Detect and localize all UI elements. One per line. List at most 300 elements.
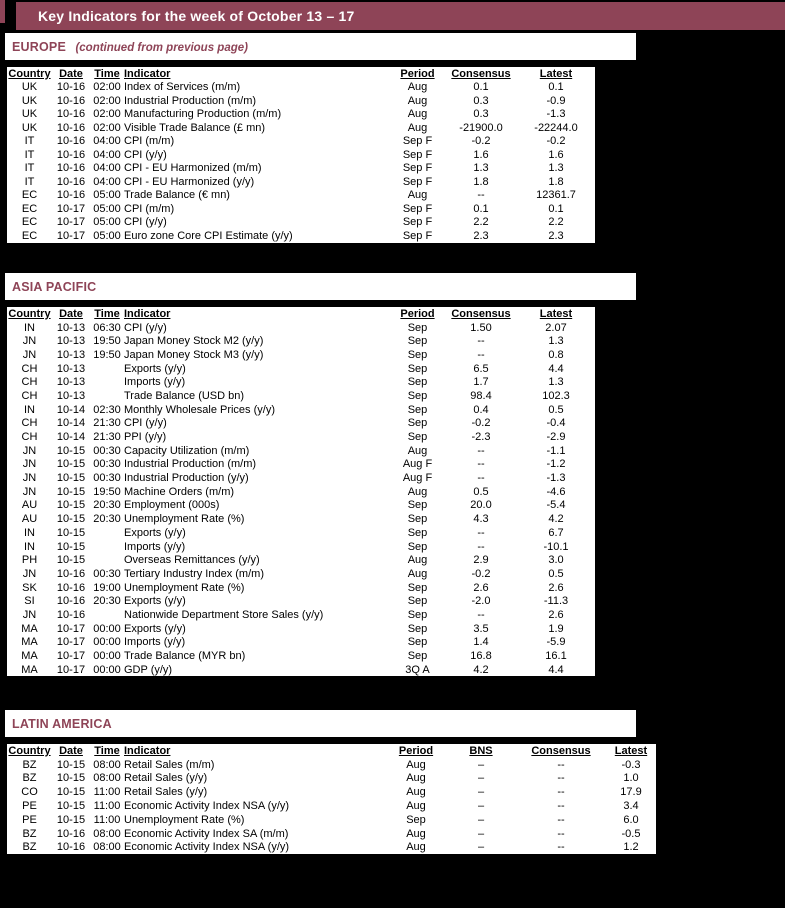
table-row [7, 458, 595, 472]
table-cell: Unemployment Rate (%) [124, 581, 245, 594]
table-cell: 0.5 [548, 567, 564, 580]
table-cell: JN [22, 608, 37, 621]
table-cell: 0.5 [473, 485, 489, 498]
table-cell: 00:30 [93, 444, 121, 457]
table-cell: Sep [406, 813, 426, 826]
table-cell: Trade Balance (€ mn) [124, 189, 230, 202]
table-cell: 10-16 [56, 567, 86, 580]
table-cell: Sep [407, 526, 428, 539]
table-cell: JN [22, 567, 37, 580]
table-cell: 4.2 [473, 663, 489, 676]
table-cell: 16.1 [545, 650, 567, 663]
table-cell: 10-15 [56, 786, 86, 799]
table-row [7, 553, 595, 567]
section-title-latin-america: LATIN AMERICA [12, 717, 112, 731]
table-cell: 1.3 [473, 162, 489, 175]
table-cell: 10-14 [56, 431, 86, 444]
table-row [7, 608, 595, 622]
table-cell: Industrial Production (m/m) [124, 94, 257, 107]
table-cell: -- [477, 444, 485, 457]
table-row [7, 430, 595, 444]
table-cell: 19:50 [93, 485, 121, 498]
table-cell: – [477, 813, 485, 826]
table-cell: CH [21, 362, 38, 375]
table-cell: 00:00 [93, 663, 121, 676]
table-row [7, 512, 595, 526]
indicators-table [7, 67, 595, 243]
table-cell: Employment (000s) [124, 499, 220, 512]
section-header-latin-america [5, 710, 636, 737]
table-cell: JN [22, 472, 37, 485]
table-cell: 10-15 [56, 813, 86, 826]
table-cell: 00:00 [93, 650, 121, 663]
table-cell: CH [21, 431, 38, 444]
table-cell: 98.4 [470, 389, 492, 402]
table-cell: BZ [22, 827, 37, 840]
table-cell: 1.6 [473, 148, 489, 161]
table-cell: 21:30 [93, 431, 121, 444]
table-cell: 10-15 [56, 772, 86, 785]
column-header-date: Date [59, 67, 83, 80]
table-cell: IN [24, 540, 35, 553]
table-cell: Exports (y/y) [124, 595, 186, 608]
table-cell: Sep [407, 389, 428, 402]
column-header-consensus: Consensus [451, 67, 511, 80]
table-cell: – [477, 841, 485, 854]
table-cell: 05:00 [93, 202, 121, 215]
table-row [7, 362, 595, 376]
table-cell: CPI (m/m) [124, 202, 175, 215]
table-cell: Sep [407, 335, 428, 348]
table-cell: IT [24, 175, 35, 188]
table-row [7, 485, 595, 499]
table-cell: -- [557, 800, 565, 813]
table-cell: MA [21, 650, 38, 663]
table-cell: Unemployment Rate (%) [124, 813, 245, 826]
table-cell: 2.6 [548, 581, 564, 594]
table-cell: 102.3 [542, 389, 570, 402]
table-cell: 0.5 [548, 403, 564, 416]
column-header-period: Period [400, 307, 435, 320]
table-cell: Sep [407, 362, 428, 375]
table-cell: -- [557, 772, 565, 785]
table-cell: -1.2 [546, 458, 566, 471]
table-cell: 04:00 [93, 175, 121, 188]
table-cell: -- [477, 526, 485, 539]
table-row [7, 189, 595, 203]
table-row [7, 202, 595, 216]
column-header-indicator: Indicator [124, 307, 171, 320]
table-cell: SK [22, 581, 37, 594]
table-cell: 10-15 [56, 800, 86, 813]
table-cell: Industrial Production (m/m) [124, 458, 257, 471]
table-cell: -22244.0 [534, 121, 578, 134]
table-cell: -21900.0 [459, 121, 503, 134]
table-cell: 10-13 [56, 335, 86, 348]
table-cell: Sep [407, 636, 428, 649]
table-cell: Sep [407, 622, 428, 635]
table-row [7, 216, 595, 230]
table-cell: 10-15 [56, 554, 86, 567]
table-cell: -- [477, 472, 485, 485]
table-cell: IN [24, 403, 35, 416]
table-row [7, 175, 595, 189]
table-cell: AU [21, 499, 38, 512]
table-cell: 3.5 [473, 622, 489, 635]
table-cell: 10-16 [56, 827, 86, 840]
table-cell: AU [21, 513, 38, 526]
table-cell: Sep [407, 513, 428, 526]
table-cell: -4.6 [546, 485, 566, 498]
table-cell: Euro zone Core CPI Estimate (y/y) [124, 229, 293, 242]
table-cell: 10-13 [56, 348, 86, 361]
table-cell: JN [22, 458, 37, 471]
table-cell: BZ [22, 841, 37, 854]
table-cell: CPI - EU Harmonized (y/y) [124, 175, 255, 188]
column-header-date: Date [59, 307, 83, 320]
table-cell: 10-16 [56, 189, 86, 202]
table-header-row [7, 67, 595, 81]
table-row [7, 499, 595, 513]
section-title-asia-pacific: ASIA PACIFIC [12, 280, 97, 294]
table-cell: Aug [406, 827, 426, 840]
table-cell: -1.3 [546, 472, 566, 485]
europe-indicators-table [5, 65, 597, 245]
table-cell: IN [24, 321, 35, 334]
table-cell: 00:00 [93, 622, 121, 635]
table-cell: IT [24, 162, 35, 175]
latin-america-indicators-table [5, 742, 658, 856]
table-cell: Aug [406, 800, 426, 813]
table-cell: -11.3 [543, 595, 569, 608]
table-cell: 0.8 [548, 348, 564, 361]
table-cell: Aug [407, 121, 428, 134]
table-cell: 05:00 [93, 216, 121, 229]
table-cell: -5.4 [546, 499, 566, 512]
table-cell: Sep [407, 417, 428, 430]
table-cell: EC [21, 229, 38, 242]
table-cell: MA [21, 636, 38, 649]
table-cell: 4.3 [473, 513, 489, 526]
table-cell: CPI - EU Harmonized (m/m) [124, 162, 262, 175]
table-cell: 6.0 [623, 813, 639, 826]
table-cell: 0.3 [473, 94, 489, 107]
column-header-period: Period [398, 744, 434, 757]
table-cell: – [477, 800, 485, 813]
table-cell: 0.1 [473, 81, 489, 94]
table-cell: Exports (y/y) [124, 362, 186, 375]
table-row [7, 444, 595, 458]
table-cell: Aug [407, 554, 428, 567]
table-cell: CPI (y/y) [124, 216, 167, 229]
table-cell: GDP (y/y) [124, 663, 173, 676]
table-cell [90, 375, 124, 389]
table-cell: Sep [407, 321, 428, 334]
table-cell: 10-15 [56, 499, 86, 512]
table-cell: -- [557, 786, 565, 799]
table-cell: UK [21, 108, 38, 121]
table-row [7, 148, 595, 162]
column-header-country: Country [8, 67, 51, 80]
table-cell: 10-17 [56, 650, 86, 663]
table-cell: PH [21, 554, 38, 567]
table-cell: Sep [407, 348, 428, 361]
table-cell: 10-16 [56, 135, 86, 148]
table-cell: BZ [22, 758, 37, 771]
table-row [7, 162, 595, 176]
table-cell: MA [21, 622, 38, 635]
table-cell: 10-13 [56, 362, 86, 375]
table-cell: -0.3 [621, 758, 641, 771]
table-row [7, 403, 595, 417]
table-cell: -- [557, 758, 565, 771]
table-cell: 2.3 [548, 229, 564, 242]
table-cell: 02:00 [93, 81, 121, 94]
table-cell: 10-17 [56, 622, 86, 635]
column-header-country: Country [8, 307, 51, 320]
table-cell: Monthly Wholesale Prices (y/y) [124, 403, 275, 416]
table-cell: Aug [406, 786, 426, 799]
table-cell: 1.8 [548, 175, 564, 188]
table-cell: SI [24, 595, 35, 608]
table-row [7, 334, 595, 348]
column-header-consensus: Consensus [531, 744, 591, 757]
table-cell: Aug [407, 94, 428, 107]
table-cell: -- [557, 827, 565, 840]
table-row [7, 229, 595, 243]
table-cell: 0.1 [548, 81, 564, 94]
table-cell: 6.7 [548, 526, 564, 539]
table-row [7, 375, 595, 389]
section-header-asia-pacific [5, 273, 636, 300]
table-cell: 10-16 [56, 581, 86, 594]
table-row [7, 622, 595, 636]
table-cell: Aug [407, 81, 428, 94]
section-title-europe: EUROPE [12, 40, 66, 54]
table-cell: 10-16 [56, 608, 86, 621]
table-cell: UK [21, 121, 38, 134]
table-cell: Economic Activity Index NSA (y/y) [124, 841, 290, 854]
table-cell: Sep [407, 595, 428, 608]
table-cell: 10-15 [56, 458, 86, 471]
table-cell [90, 526, 124, 540]
table-cell: Aug [407, 567, 428, 580]
table-cell: 0.1 [473, 202, 489, 215]
table-cell: -- [477, 608, 485, 621]
table-cell: 06:30 [93, 321, 121, 334]
table-cell: IN [24, 526, 35, 539]
column-header-date: Date [59, 744, 83, 757]
table-cell: CPI (y/y) [124, 148, 167, 161]
table-cell: Trade Balance (MYR bn) [124, 650, 246, 663]
table-cell: EC [21, 216, 38, 229]
table-cell: 19:00 [93, 581, 121, 594]
column-header-latest: Latest [614, 744, 648, 757]
table-cell: Sep [407, 540, 428, 553]
table-cell: 20:30 [93, 513, 121, 526]
table-cell: 1.8 [473, 175, 489, 188]
table-cell: 05:00 [93, 229, 121, 242]
table-cell: 1.50 [470, 321, 492, 334]
table-cell: Sep [407, 608, 428, 621]
column-header-time: Time [94, 307, 120, 320]
table-cell: 3.4 [623, 800, 639, 813]
table-cell: -2.0 [471, 595, 491, 608]
table-cell: Aug [407, 108, 428, 121]
table-cell: 1.6 [548, 148, 564, 161]
table-cell: Economic Activity Index SA (m/m) [124, 827, 289, 840]
table-cell: 1.4 [473, 636, 489, 649]
table-cell: 10-15 [56, 526, 86, 539]
table-row [7, 417, 595, 431]
page-title: Key Indicators for the week of October 13 – 17 [38, 8, 355, 24]
table-cell: JN [22, 485, 37, 498]
table-cell: 2.07 [545, 321, 567, 334]
table-cell: 10-15 [56, 758, 86, 771]
column-header-time: Time [94, 744, 120, 757]
table-cell: 2.6 [473, 581, 489, 594]
table-cell: -- [477, 348, 485, 361]
table-cell: Aug F [402, 458, 433, 471]
table-cell: Visible Trade Balance (£ mn) [124, 121, 266, 134]
table-cell: 1.3 [548, 162, 564, 175]
table-cell: JN [22, 348, 37, 361]
table-cell: -- [477, 458, 485, 471]
table-cell: Index of Services (m/m) [124, 81, 241, 94]
table-cell: 04:00 [93, 148, 121, 161]
table-cell: -- [477, 540, 485, 553]
table-cell: Manufacturing Production (m/m) [124, 108, 282, 121]
table-cell: 4.2 [548, 513, 564, 526]
table-cell: Trade Balance (USD bn) [124, 389, 245, 402]
table-row [7, 471, 595, 485]
table-cell: Retail Sales (m/m) [124, 758, 215, 771]
table-cell: Aug [406, 841, 426, 854]
table-cell: Sep [407, 376, 428, 389]
table-cell: Sep F [402, 135, 433, 148]
table-cell [90, 389, 124, 403]
table-cell: 10-17 [56, 202, 86, 215]
table-row [7, 567, 595, 581]
table-cell: Exports (y/y) [124, 526, 186, 539]
column-header-bns: BNS [469, 744, 493, 757]
table-row [7, 813, 656, 827]
section-note-europe: (continued from previous page) [75, 42, 248, 54]
table-cell: 08:00 [93, 772, 121, 785]
report-title-bar [16, 2, 785, 30]
table-cell: 1.2 [623, 841, 639, 854]
table-row [7, 389, 595, 403]
table-cell: 10-14 [56, 417, 86, 430]
table-row [7, 348, 595, 362]
table-cell: 10-13 [56, 389, 86, 402]
table-cell: Sep [407, 403, 428, 416]
table-cell: 02:00 [93, 108, 121, 121]
table-cell: 00:30 [93, 567, 121, 580]
table-cell: 08:00 [93, 841, 121, 854]
column-header-latest: Latest [539, 67, 573, 80]
table-cell: Aug F [402, 472, 433, 485]
table-cell: 04:00 [93, 162, 121, 175]
table-cell: Japan Money Stock M3 (y/y) [124, 348, 264, 361]
table-cell: 10-17 [56, 229, 86, 242]
table-cell: Sep [407, 581, 428, 594]
table-cell: Sep [407, 431, 428, 444]
table-cell: 20.0 [470, 499, 492, 512]
table-cell: Capacity Utilization (m/m) [124, 444, 250, 457]
table-cell: 10-16 [56, 108, 86, 121]
table-cell: Industrial Production (y/y) [124, 472, 249, 485]
table-cell: 10-16 [56, 81, 86, 94]
table-cell: – [477, 758, 485, 771]
table-cell: 19:50 [93, 348, 121, 361]
table-cell: Sep F [402, 162, 433, 175]
table-row [7, 663, 595, 677]
table-cell [90, 540, 124, 554]
table-cell: 02:00 [93, 121, 121, 134]
table-cell: -- [557, 813, 565, 826]
table-cell: 00:30 [93, 472, 121, 485]
table-cell: 10-15 [56, 485, 86, 498]
table-cell: -- [477, 189, 485, 202]
table-cell: Retail Sales (y/y) [124, 786, 208, 799]
table-cell: Sep F [402, 229, 433, 242]
table-cell: Aug [407, 189, 428, 202]
table-cell: 10-16 [56, 121, 86, 134]
table-cell: CO [21, 786, 38, 799]
table-cell: Unemployment Rate (%) [124, 513, 245, 526]
table-cell: Imports (y/y) [124, 376, 186, 389]
table-row [7, 321, 595, 335]
table-cell: Economic Activity Index NSA (y/y) [124, 800, 290, 813]
table-cell: CPI (y/y) [124, 417, 167, 430]
table-cell: -2.9 [546, 431, 566, 444]
table-cell: -- [477, 335, 485, 348]
table-cell: -0.4 [546, 417, 566, 430]
table-cell: 10-15 [56, 472, 86, 485]
table-cell: Machine Orders (m/m) [124, 485, 235, 498]
table-cell: PE [22, 800, 37, 813]
table-cell: 0.3 [473, 108, 489, 121]
table-cell: 2.2 [548, 216, 564, 229]
table-cell: Japan Money Stock M2 (y/y) [124, 335, 264, 348]
table-cell: 10-13 [56, 376, 86, 389]
table-cell: Sep F [402, 202, 433, 215]
table-cell: 6.5 [473, 362, 489, 375]
table-cell: – [477, 827, 485, 840]
table-row [7, 81, 595, 95]
table-cell: 0.4 [473, 403, 489, 416]
table-cell: 2.3 [473, 229, 489, 242]
table-cell: EC [21, 189, 38, 202]
corner-accent [0, 0, 5, 23]
table-cell: 00:30 [93, 458, 121, 471]
table-cell: Aug [407, 444, 428, 457]
table-row [7, 841, 656, 855]
table-row [7, 594, 595, 608]
table-cell: Sep F [402, 148, 433, 161]
table-row [7, 135, 595, 149]
table-cell: 04:00 [93, 135, 121, 148]
table-cell: Nationwide Department Store Sales (y/y) [124, 608, 324, 621]
table-cell: 0.1 [548, 202, 564, 215]
table-cell: 10-15 [56, 540, 86, 553]
table-cell: JN [22, 444, 37, 457]
table-cell: 1.9 [548, 622, 564, 635]
table-cell: MA [21, 663, 38, 676]
table-cell: Aug [407, 485, 428, 498]
table-cell: -5.9 [546, 636, 566, 649]
